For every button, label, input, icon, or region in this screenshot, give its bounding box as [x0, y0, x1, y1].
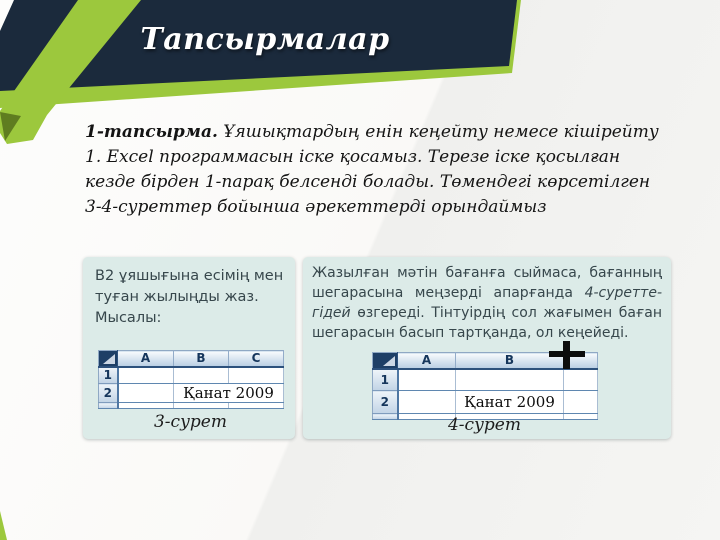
figure4-line3-italic: гідей [312, 305, 351, 321]
column-header-b: B [174, 351, 229, 367]
figure4-line3-normal: өзгереді. Тінтуірдің сол жағымен баған [350, 305, 662, 321]
select-all-corner [99, 351, 118, 367]
task-line-3: кезде бірден 1-парақ белсенді болады. Төмендегі көрсетілген [85, 172, 651, 192]
cell-b1 [174, 367, 229, 384]
column-header-b: B [456, 353, 564, 369]
figure3-text-line-1: В2 ұяшығына есімің мен [95, 268, 284, 284]
table-row [373, 391, 598, 414]
task-line-2: 1. Excel программасын іске қосамыз. Терезе іске қосылған [85, 147, 621, 167]
cell-c1 [229, 367, 284, 384]
figure4-panel [303, 257, 671, 439]
row-header-1: 1 [373, 369, 398, 391]
corner-green-sliver [0, 511, 7, 540]
row-header-1: 1 [99, 367, 118, 384]
cell-a2 [118, 384, 174, 403]
cell-b1 [456, 369, 564, 391]
figure3-caption: 3-сурет [153, 412, 227, 432]
figure4-caption: 4-сурет [447, 415, 521, 435]
task-line-1 [85, 120, 685, 145]
figure3-text-line-3: Мысалы: [95, 310, 162, 326]
table-row [99, 384, 284, 403]
corner-triangle-icon [103, 354, 115, 364]
figure4-line2-normal: шегарасына меңзерді апарғанда [312, 285, 585, 301]
column-header-c: C [229, 351, 284, 367]
figure4-text-line-3 [312, 303, 662, 323]
figure4-instructions [312, 263, 662, 343]
cell-a1 [398, 369, 456, 391]
task-line-1-text: Ұяшықтардың енін кеңейту немесе кішірейту [223, 122, 659, 142]
row-header-2: 2 [373, 391, 398, 414]
cell-c2 [564, 391, 598, 414]
corner-triangle-icon [383, 356, 395, 366]
select-all-corner [373, 353, 398, 369]
cell-b2-value: Қанат 2009 [174, 384, 284, 403]
cell-b2-value: Қанат 2009 [456, 391, 564, 414]
excel-mini-table-3 [98, 350, 284, 409]
figure4-line2-italic: 4-суретте- [584, 285, 662, 301]
figure3-instructions [95, 266, 283, 329]
figure3-panel [83, 257, 295, 439]
cell-c1 [564, 369, 598, 391]
task-line-4: 3-4-суреттер бойынша әрекеттерді орындаймыз [85, 197, 547, 217]
column-header-a: A [398, 353, 456, 369]
task-lead-bold: 1-тапсырма. [85, 122, 218, 142]
cell-a1 [118, 367, 174, 384]
task-paragraph [85, 120, 685, 220]
figure4-text-line-1: Жазылған мәтін бағанға сыймаса, бағанның [312, 265, 662, 281]
figure4-text-line-2 [312, 283, 662, 303]
figure4-text-line-4: шегарасын басып тартқанда, ол кеңейеді. [312, 325, 629, 341]
column-resize-cursor-icon [549, 341, 585, 369]
table-row-partial [99, 403, 284, 409]
table-row [99, 367, 284, 384]
figure3-text-line-2: туған жылыңды жаз. [95, 289, 259, 305]
table-row [373, 369, 598, 391]
cell-a2 [398, 391, 456, 414]
row-header-2: 2 [99, 384, 118, 403]
column-header-a: A [118, 351, 174, 367]
slide-title: Тапсырмалар [140, 22, 390, 57]
